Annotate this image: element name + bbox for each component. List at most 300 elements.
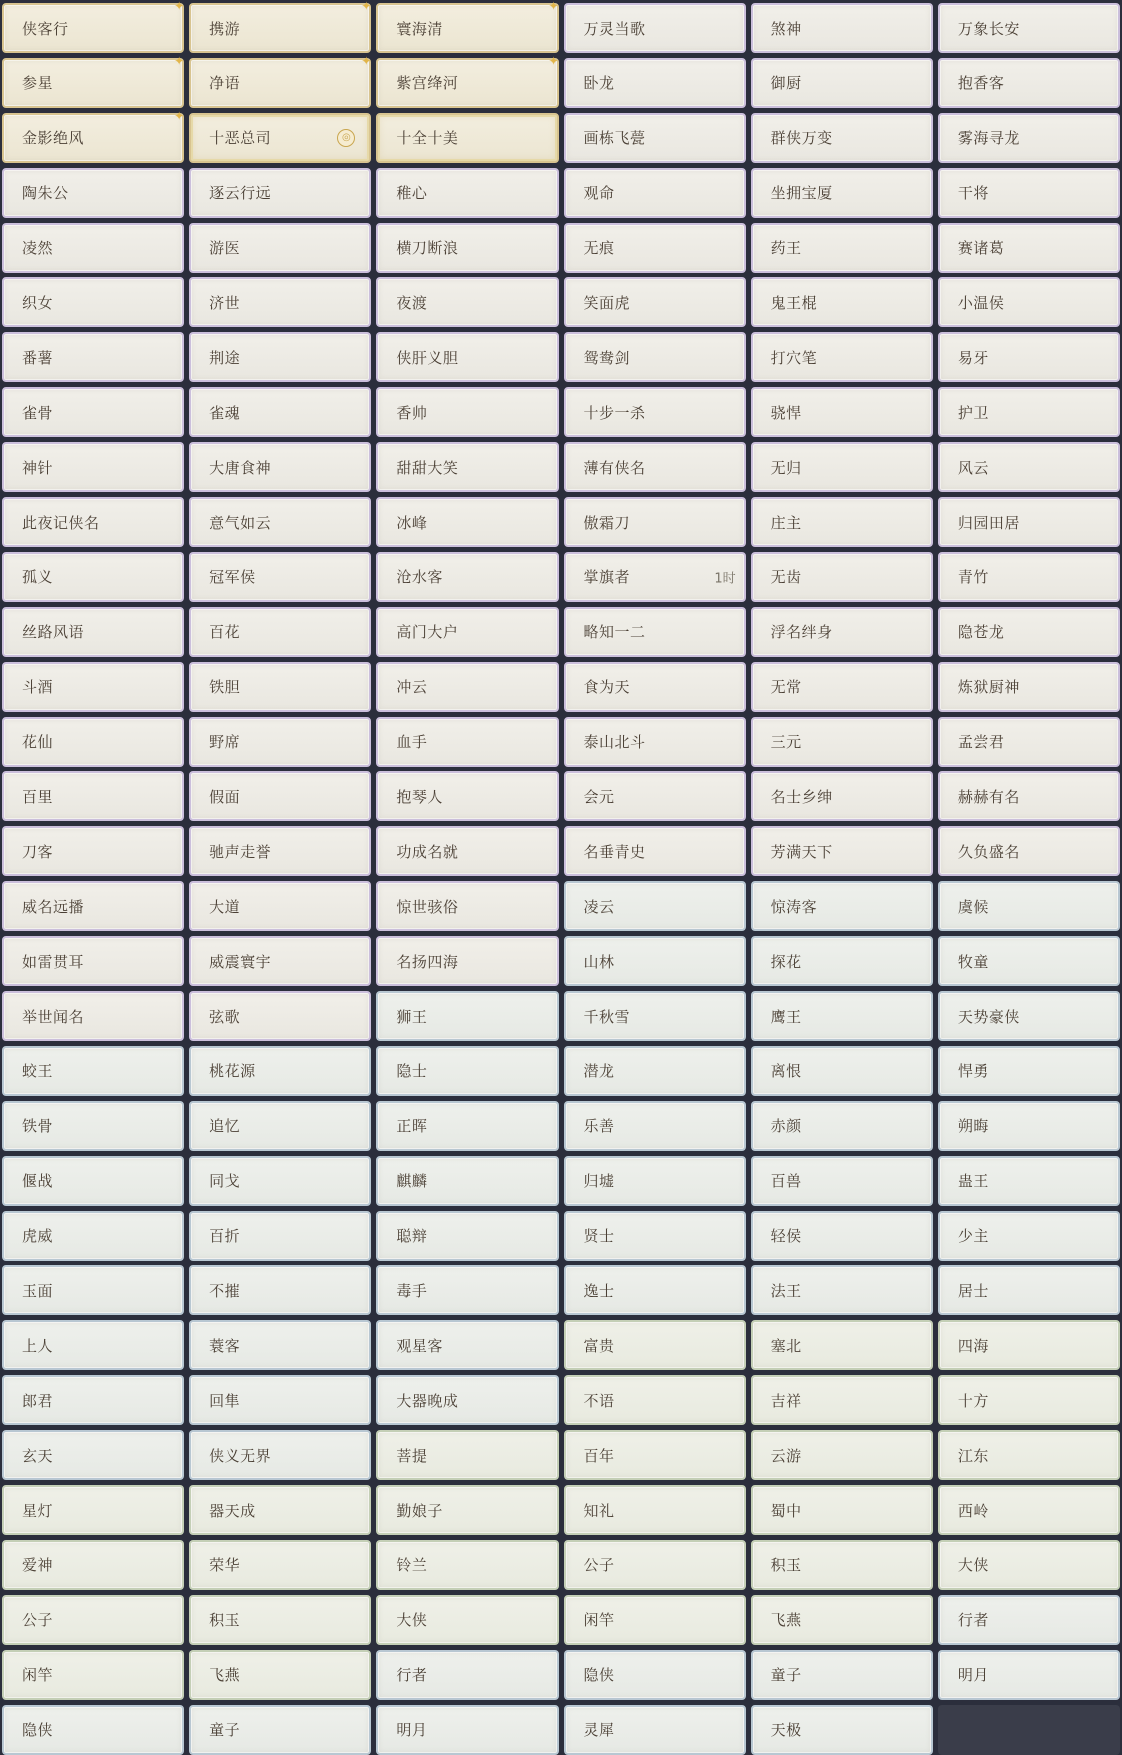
title-label: 雾海寻龙 bbox=[957, 129, 1020, 148]
title-tile[interactable] bbox=[189, 717, 371, 767]
title-tile[interactable] bbox=[564, 552, 746, 602]
title-tile[interactable] bbox=[938, 1265, 1120, 1315]
title-tile[interactable] bbox=[376, 1265, 558, 1315]
title-tile[interactable] bbox=[938, 113, 1120, 163]
title-tile[interactable] bbox=[938, 223, 1120, 273]
title-tile[interactable] bbox=[751, 168, 933, 218]
title-tile[interactable] bbox=[938, 936, 1120, 986]
title-label: 桃花源 bbox=[209, 1062, 256, 1081]
title-label: 孟尝君 bbox=[957, 733, 1005, 752]
title-tile[interactable] bbox=[376, 387, 558, 437]
title-label: 麒麟 bbox=[396, 1172, 428, 1191]
title-tile[interactable] bbox=[376, 1156, 558, 1206]
title-tile[interactable] bbox=[2, 53, 185, 108]
title-tile[interactable] bbox=[564, 1540, 746, 1590]
title-tile[interactable] bbox=[2, 607, 184, 657]
title-label: 金影绝风 bbox=[22, 129, 85, 148]
title-tile[interactable] bbox=[189, 1156, 371, 1206]
title-tile[interactable] bbox=[564, 497, 746, 547]
title-tile[interactable] bbox=[376, 497, 558, 547]
title-label: 番薯 bbox=[22, 348, 54, 367]
title-label: 隐侠 bbox=[583, 1666, 615, 1685]
title-tile[interactable] bbox=[2, 1375, 184, 1425]
title-tile[interactable] bbox=[751, 1705, 933, 1755]
title-tile[interactable] bbox=[564, 58, 746, 108]
title-tile[interactable] bbox=[189, 1705, 371, 1755]
title-label: 傲霜刀 bbox=[583, 513, 631, 532]
title-tile[interactable] bbox=[564, 1705, 746, 1755]
title-tile[interactable] bbox=[938, 497, 1120, 547]
title-tile[interactable] bbox=[376, 717, 558, 767]
title-tile[interactable] bbox=[564, 277, 746, 327]
title-tile[interactable] bbox=[564, 332, 746, 382]
title-tile[interactable] bbox=[751, 991, 933, 1041]
title-label: 凌然 bbox=[22, 239, 54, 258]
title-tile[interactable] bbox=[938, 1430, 1120, 1480]
title-label: 赛诸葛 bbox=[957, 239, 1005, 258]
title-label: 打穴笔 bbox=[770, 348, 818, 367]
title-tile[interactable] bbox=[376, 1650, 558, 1700]
time-tag: 1时 bbox=[714, 571, 736, 587]
title-tile[interactable] bbox=[2, 1540, 184, 1590]
title-tile[interactable] bbox=[189, 53, 372, 108]
title-tile[interactable] bbox=[376, 607, 558, 657]
title-tile[interactable] bbox=[376, 53, 559, 108]
title-tile[interactable] bbox=[751, 1375, 933, 1425]
title-tile[interactable] bbox=[564, 3, 746, 53]
title-tile[interactable] bbox=[189, 1211, 371, 1261]
title-tile[interactable] bbox=[376, 1320, 558, 1370]
title-tile[interactable] bbox=[2, 1211, 184, 1261]
title-label: 偃战 bbox=[22, 1172, 54, 1191]
title-tile[interactable] bbox=[376, 0, 559, 53]
title-tile[interactable] bbox=[376, 1705, 558, 1755]
title-label: 积玉 bbox=[770, 1556, 802, 1575]
title-tile[interactable] bbox=[938, 1320, 1120, 1370]
title-tile[interactable] bbox=[564, 826, 746, 876]
title-label: 百年 bbox=[583, 1446, 615, 1465]
title-tile[interactable] bbox=[2, 1156, 184, 1206]
title-label: 蛊王 bbox=[957, 1172, 989, 1191]
title-tile[interactable] bbox=[564, 1375, 746, 1425]
title-tile[interactable] bbox=[564, 1595, 746, 1645]
title-tile[interactable] bbox=[189, 168, 371, 218]
title-label: 假面 bbox=[209, 787, 241, 806]
title-tile[interactable] bbox=[189, 1595, 371, 1645]
title-label: 大唐食神 bbox=[209, 458, 272, 477]
title-tile[interactable] bbox=[189, 881, 371, 931]
title-label: 陶朱公 bbox=[22, 184, 69, 203]
title-tile[interactable] bbox=[564, 936, 746, 986]
title-tile[interactable] bbox=[564, 1265, 746, 1315]
title-tile[interactable] bbox=[938, 332, 1120, 382]
title-tile[interactable] bbox=[189, 936, 371, 986]
title-label: 虞候 bbox=[957, 897, 989, 916]
title-tile[interactable] bbox=[751, 1046, 933, 1096]
title-tile[interactable] bbox=[376, 881, 558, 931]
title-label: 百里 bbox=[22, 787, 54, 806]
title-label: 追忆 bbox=[209, 1117, 241, 1136]
title-tile[interactable] bbox=[2, 552, 184, 602]
title-label: 花仙 bbox=[22, 733, 54, 752]
title-label: 济世 bbox=[209, 293, 241, 312]
title-label: 观星客 bbox=[396, 1336, 443, 1355]
title-tile[interactable] bbox=[376, 442, 558, 492]
title-tile[interactable] bbox=[189, 1485, 371, 1535]
title-label: 百折 bbox=[209, 1227, 241, 1246]
title-tile[interactable] bbox=[189, 607, 371, 657]
title-tile[interactable] bbox=[751, 1320, 933, 1370]
title-label: 冲云 bbox=[396, 678, 428, 697]
title-tile[interactable] bbox=[376, 1101, 558, 1151]
title-label: 不语 bbox=[583, 1391, 615, 1410]
title-tile[interactable] bbox=[376, 332, 558, 382]
title-tile[interactable] bbox=[2, 332, 184, 382]
title-tile[interactable] bbox=[938, 991, 1120, 1041]
title-tile[interactable] bbox=[751, 717, 933, 767]
title-tile[interactable] bbox=[751, 387, 933, 437]
title-tile[interactable] bbox=[564, 717, 746, 767]
title-tile[interactable] bbox=[2, 1320, 184, 1370]
title-tile[interactable] bbox=[189, 1375, 371, 1425]
title-tile[interactable] bbox=[2, 826, 184, 876]
title-label: 寰海清 bbox=[396, 19, 443, 38]
title-label: 百花 bbox=[209, 623, 241, 642]
title-tile[interactable] bbox=[2, 442, 184, 492]
title-tile[interactable] bbox=[189, 1101, 371, 1151]
title-tile[interactable] bbox=[938, 607, 1120, 657]
title-tile[interactable] bbox=[938, 1375, 1120, 1425]
title-tile[interactable] bbox=[2, 1430, 184, 1480]
title-label: 青竹 bbox=[957, 568, 989, 587]
title-tile[interactable] bbox=[564, 662, 746, 712]
title-tile[interactable] bbox=[2, 1485, 184, 1535]
title-tile[interactable] bbox=[938, 168, 1120, 218]
title-tile[interactable] bbox=[2, 1650, 184, 1700]
title-tile[interactable] bbox=[564, 168, 746, 218]
title-label: 虎威 bbox=[22, 1227, 54, 1246]
title-tile[interactable] bbox=[189, 1265, 371, 1315]
title-label: 探花 bbox=[770, 952, 802, 971]
title-label: 隐侠 bbox=[22, 1721, 54, 1740]
title-tile[interactable] bbox=[2, 168, 184, 218]
title-label: 万象长安 bbox=[957, 19, 1020, 38]
title-tile[interactable] bbox=[376, 662, 558, 712]
title-tile[interactable] bbox=[2, 497, 184, 547]
title-tile[interactable] bbox=[189, 1320, 371, 1370]
title-tile[interactable] bbox=[751, 936, 933, 986]
title-tile[interactable] bbox=[2, 717, 184, 767]
title-tile[interactable] bbox=[189, 1650, 371, 1700]
title-label: 法王 bbox=[770, 1281, 802, 1300]
title-tile[interactable] bbox=[189, 771, 371, 821]
title-label: 回隼 bbox=[209, 1391, 241, 1410]
title-tile[interactable] bbox=[564, 113, 746, 163]
title-tile[interactable] bbox=[938, 1485, 1120, 1535]
title-tile[interactable] bbox=[751, 277, 933, 327]
title-label: 威名远播 bbox=[22, 897, 85, 916]
title-tile[interactable] bbox=[376, 113, 558, 163]
title-tile[interactable] bbox=[751, 607, 933, 657]
title-label: 鹰王 bbox=[770, 1007, 802, 1026]
title-tile[interactable] bbox=[564, 881, 746, 931]
title-label: 郎君 bbox=[22, 1391, 54, 1410]
title-tile[interactable] bbox=[938, 1650, 1120, 1700]
title-label: 庄主 bbox=[770, 513, 802, 532]
title-tile[interactable] bbox=[376, 223, 558, 273]
title-tile[interactable] bbox=[564, 1430, 746, 1480]
title-label: 行者 bbox=[396, 1666, 428, 1685]
title-tile[interactable] bbox=[751, 113, 933, 163]
title-tile[interactable] bbox=[938, 3, 1120, 53]
title-tile[interactable] bbox=[751, 1265, 933, 1315]
title-label: 参星 bbox=[22, 74, 54, 93]
title-label: 冠军侯 bbox=[209, 568, 256, 587]
title-label: 玄天 bbox=[22, 1446, 54, 1465]
title-tile[interactable] bbox=[938, 1156, 1120, 1206]
title-tile[interactable] bbox=[751, 662, 933, 712]
title-tile[interactable] bbox=[751, 1650, 933, 1700]
title-tile[interactable] bbox=[2, 991, 184, 1041]
title-tile[interactable] bbox=[2, 1595, 184, 1645]
title-tile[interactable] bbox=[938, 1595, 1120, 1645]
title-tile[interactable] bbox=[189, 387, 371, 437]
title-tile[interactable] bbox=[376, 771, 558, 821]
title-label: 十方 bbox=[957, 1391, 989, 1410]
title-label: 功成名就 bbox=[396, 842, 459, 861]
title-label: 御厨 bbox=[770, 74, 802, 93]
title-tile[interactable] bbox=[2, 0, 185, 53]
title-label: 煞神 bbox=[770, 19, 802, 38]
title-tile[interactable] bbox=[938, 662, 1120, 712]
title-tile[interactable] bbox=[376, 1375, 558, 1425]
title-tile[interactable] bbox=[938, 387, 1120, 437]
title-label: 侠客行 bbox=[22, 19, 69, 38]
title-tile[interactable] bbox=[2, 1046, 184, 1096]
title-label: 驰声走誉 bbox=[209, 842, 272, 861]
title-label: 侠义无界 bbox=[209, 1446, 272, 1465]
title-label: 食为天 bbox=[583, 678, 631, 697]
title-tile[interactable] bbox=[189, 277, 371, 327]
title-label: 铃兰 bbox=[396, 1556, 428, 1575]
title-tile[interactable] bbox=[564, 1156, 746, 1206]
title-tile[interactable] bbox=[376, 1430, 558, 1480]
title-label: 上人 bbox=[22, 1336, 54, 1355]
title-label: 弦歌 bbox=[209, 1007, 241, 1026]
title-label: 赤颜 bbox=[770, 1117, 802, 1136]
title-label: 惊涛客 bbox=[770, 897, 818, 916]
title-label: 画栋飞甍 bbox=[583, 129, 646, 148]
title-tile[interactable] bbox=[376, 277, 558, 327]
title-label: 芳满天下 bbox=[770, 842, 833, 861]
title-tile[interactable] bbox=[376, 1211, 558, 1261]
title-tile[interactable] bbox=[2, 936, 184, 986]
title-label: 灵犀 bbox=[583, 1721, 615, 1740]
title-tile[interactable] bbox=[938, 552, 1120, 602]
title-label: 离恨 bbox=[770, 1062, 802, 1081]
title-tile[interactable] bbox=[564, 1485, 746, 1535]
title-label: 小温侯 bbox=[957, 293, 1005, 312]
title-tile[interactable] bbox=[189, 332, 371, 382]
title-tile[interactable] bbox=[751, 1485, 933, 1535]
title-label: 赫赫有名 bbox=[957, 787, 1020, 806]
title-tile[interactable] bbox=[2, 223, 184, 273]
title-label: 居士 bbox=[957, 1281, 989, 1300]
title-label: 紫宫绛河 bbox=[396, 74, 459, 93]
title-tile[interactable] bbox=[751, 1211, 933, 1261]
title-tile[interactable] bbox=[938, 881, 1120, 931]
title-tile[interactable] bbox=[938, 1046, 1120, 1096]
title-tile[interactable] bbox=[376, 826, 558, 876]
title-label: 不摧 bbox=[209, 1281, 241, 1300]
title-tile[interactable] bbox=[751, 332, 933, 382]
title-label: 童子 bbox=[209, 1721, 241, 1740]
title-tile[interactable] bbox=[938, 1211, 1120, 1261]
title-tile[interactable] bbox=[564, 1046, 746, 1096]
title-label: 风云 bbox=[957, 458, 989, 477]
title-tile[interactable] bbox=[189, 826, 371, 876]
title-tile[interactable] bbox=[751, 1156, 933, 1206]
title-tile[interactable] bbox=[376, 936, 558, 986]
title-tile[interactable] bbox=[564, 771, 746, 821]
title-label: 积玉 bbox=[209, 1611, 241, 1630]
title-tile[interactable] bbox=[751, 1595, 933, 1645]
title-tile[interactable] bbox=[564, 1211, 746, 1261]
title-tile[interactable] bbox=[751, 58, 933, 108]
title-tile[interactable] bbox=[564, 387, 746, 437]
title-tile[interactable] bbox=[189, 1540, 371, 1590]
title-label: 归园田居 bbox=[957, 513, 1020, 532]
title-tile[interactable] bbox=[938, 442, 1120, 492]
title-tile[interactable] bbox=[751, 3, 933, 53]
title-tile[interactable] bbox=[564, 1101, 746, 1151]
title-label: 卧龙 bbox=[583, 74, 615, 93]
title-tile[interactable] bbox=[189, 442, 371, 492]
corner-star-icon: ✦ bbox=[174, 0, 185, 13]
title-label: 群侠万变 bbox=[770, 129, 833, 148]
title-label: 公子 bbox=[583, 1556, 615, 1575]
title-tile[interactable] bbox=[751, 1540, 933, 1590]
title-label: 久负盛名 bbox=[957, 842, 1020, 861]
title-tile[interactable] bbox=[2, 387, 184, 437]
title-tile[interactable] bbox=[751, 826, 933, 876]
title-tile[interactable] bbox=[189, 662, 371, 712]
title-tile[interactable] bbox=[2, 1705, 184, 1755]
title-tile[interactable] bbox=[376, 168, 558, 218]
title-tile[interactable] bbox=[376, 1485, 558, 1535]
title-tile[interactable] bbox=[751, 1101, 933, 1151]
title-label: 归墟 bbox=[583, 1172, 615, 1191]
title-label: 器天成 bbox=[209, 1501, 256, 1520]
title-label: 大道 bbox=[209, 897, 241, 916]
title-tile[interactable] bbox=[938, 1540, 1120, 1590]
title-tile[interactable] bbox=[189, 1046, 371, 1096]
title-label: 轻侯 bbox=[770, 1227, 802, 1246]
title-label: 抱香客 bbox=[957, 74, 1005, 93]
title-tile[interactable] bbox=[751, 552, 933, 602]
title-label: 惊世骇俗 bbox=[396, 897, 459, 916]
title-tile[interactable] bbox=[189, 223, 371, 273]
title-tile[interactable] bbox=[751, 497, 933, 547]
title-label: 香帅 bbox=[396, 403, 428, 422]
title-label: 荆途 bbox=[209, 348, 241, 367]
title-tile[interactable] bbox=[376, 1046, 558, 1096]
title-label: 无齿 bbox=[770, 568, 802, 587]
title-tile[interactable] bbox=[564, 442, 746, 492]
title-label: 云游 bbox=[770, 1446, 802, 1465]
title-tile[interactable] bbox=[938, 1101, 1120, 1151]
title-label: 大侠 bbox=[396, 1611, 428, 1630]
title-tile[interactable] bbox=[2, 1265, 184, 1315]
title-tile[interactable] bbox=[189, 113, 371, 163]
title-tile[interactable] bbox=[189, 0, 372, 53]
title-label: 孤义 bbox=[22, 568, 54, 587]
title-tile[interactable] bbox=[2, 771, 184, 821]
title-tile[interactable] bbox=[376, 991, 558, 1041]
title-tile[interactable] bbox=[751, 771, 933, 821]
title-tile[interactable] bbox=[376, 1595, 558, 1645]
title-tile[interactable] bbox=[189, 991, 371, 1041]
title-label: 狮王 bbox=[396, 1007, 428, 1026]
title-label: 吉祥 bbox=[770, 1391, 802, 1410]
title-tile[interactable] bbox=[564, 1320, 746, 1370]
title-tile[interactable] bbox=[189, 1430, 371, 1480]
title-tile[interactable] bbox=[564, 607, 746, 657]
title-label: 飞燕 bbox=[209, 1666, 241, 1685]
title-tile[interactable] bbox=[2, 1101, 184, 1151]
title-tile[interactable] bbox=[2, 277, 184, 327]
corner-star-icon: ✦ bbox=[548, 0, 559, 13]
title-tile[interactable] bbox=[938, 58, 1120, 108]
title-tile[interactable] bbox=[564, 223, 746, 273]
title-tile[interactable] bbox=[938, 717, 1120, 767]
title-label: 斗酒 bbox=[22, 678, 54, 697]
title-label: 十恶总司 bbox=[209, 129, 272, 148]
title-label: 略知一二 bbox=[583, 623, 646, 642]
title-label: 冰峰 bbox=[396, 513, 428, 532]
title-tile[interactable] bbox=[564, 1650, 746, 1700]
title-tile[interactable] bbox=[751, 223, 933, 273]
title-label: 丝路风语 bbox=[22, 623, 85, 642]
title-tile[interactable] bbox=[751, 442, 933, 492]
title-label: 大器晚成 bbox=[396, 1391, 459, 1410]
corner-star-icon: ✦ bbox=[361, 53, 372, 68]
title-tile[interactable] bbox=[376, 552, 558, 602]
title-tile[interactable] bbox=[564, 991, 746, 1041]
title-label: 朔晦 bbox=[957, 1117, 989, 1136]
title-tile[interactable] bbox=[938, 771, 1120, 821]
title-tile[interactable] bbox=[2, 881, 184, 931]
title-label: 刀客 bbox=[22, 842, 54, 861]
title-tile[interactable] bbox=[2, 108, 185, 163]
title-label: 塞北 bbox=[770, 1336, 802, 1355]
title-tile[interactable] bbox=[938, 277, 1120, 327]
title-tile[interactable] bbox=[2, 662, 184, 712]
title-label: 坐拥宝厦 bbox=[770, 184, 833, 203]
title-tile[interactable] bbox=[751, 1430, 933, 1480]
title-tile[interactable] bbox=[376, 1540, 558, 1590]
title-label: 少主 bbox=[957, 1227, 989, 1246]
title-tile[interactable] bbox=[938, 826, 1120, 876]
title-label: 玉面 bbox=[22, 1281, 54, 1300]
title-tile[interactable] bbox=[189, 552, 371, 602]
title-tile[interactable] bbox=[189, 497, 371, 547]
title-label: 举世闻名 bbox=[22, 1007, 85, 1026]
title-tile[interactable] bbox=[751, 881, 933, 931]
title-label: 十步一杀 bbox=[583, 403, 646, 422]
title-label: 鬼王棍 bbox=[770, 293, 818, 312]
title-label: 闲竿 bbox=[22, 1666, 54, 1685]
